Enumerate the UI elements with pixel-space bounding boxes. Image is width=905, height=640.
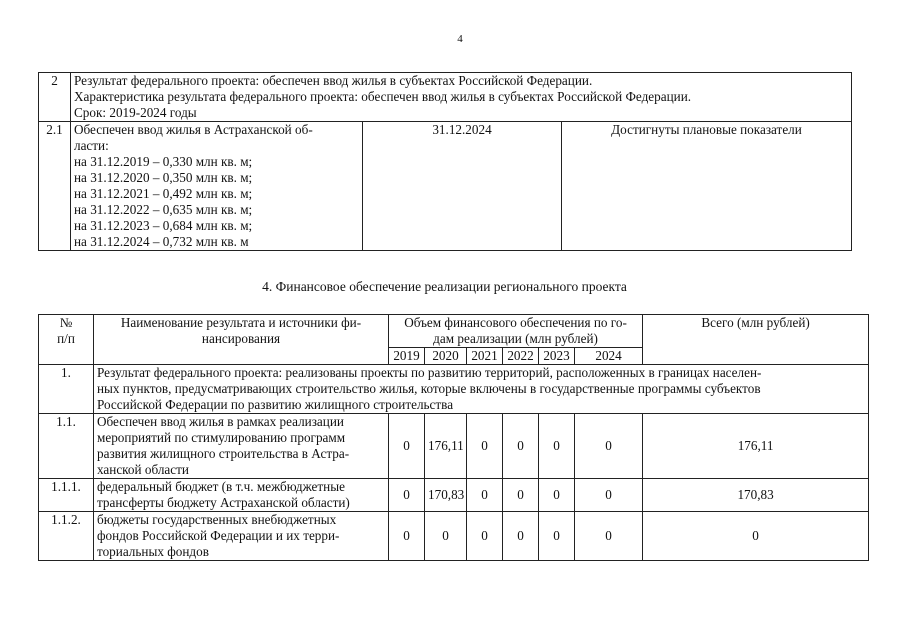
value-cell: 0 [425, 512, 467, 561]
name-line: фондов Российской Федерации и их терри- [97, 528, 340, 543]
result-line: Результат федерального проекта: реализованы проекты по развитию территорий, расположенных в границах населен- [97, 365, 762, 380]
name-line: мероприятий по стимулированию программ [97, 430, 346, 445]
row-name [94, 512, 389, 561]
result-line: Результат федерального проекта: обеспечен ввод жилья в субъектах Российской Федерации. [74, 73, 593, 88]
result-line: на 31.12.2019 – 0,330 млн кв. м; [74, 154, 253, 169]
name-line: Обеспечен ввод жилья в рамках реализации [97, 414, 344, 429]
value-cell: 0 [389, 479, 425, 512]
col-header-volume [389, 315, 643, 348]
row-name [94, 414, 389, 479]
row-number: 2.1 [39, 122, 71, 251]
row-number: 1.1.1. [39, 479, 94, 512]
table-row [39, 414, 869, 479]
name-line: ханской области [97, 462, 189, 477]
value-cell: 0 [467, 512, 503, 561]
table-row [39, 73, 852, 122]
table-row [39, 122, 852, 251]
header-line: Наименование результата и источники фи- [120, 315, 362, 330]
value-cell: 0 [503, 479, 539, 512]
table-row [39, 365, 869, 414]
result-line: Обеспечен ввод жилья в Астраханской об- [74, 122, 313, 137]
result-line: ных пунктов, предусматривающих строительство жилья, которые включены в государственные программы субъектов [97, 381, 761, 396]
table-row [39, 479, 869, 512]
result-line: ласти: [74, 138, 109, 153]
result-line: Характеристика результата федерального проекта: обеспечен ввод жилья в субъектах Российской Федерации. [74, 89, 692, 104]
value-cell: 0 [389, 512, 425, 561]
financing-table [38, 314, 869, 561]
value-cell: 0 [467, 414, 503, 479]
name-line: федеральный бюджет (в т.ч. межбюджетные [97, 479, 345, 494]
result-line: на 31.12.2024 – 0,732 млн кв. м [74, 234, 249, 249]
total-cell: 176,11 [643, 414, 869, 479]
value-cell: 0 [575, 479, 643, 512]
year-header: 2023 [539, 348, 575, 365]
section-title: 4. Финансовое обеспечение реализации регионального проекта [262, 279, 627, 294]
name-line: развития жилищного строительства в Астра- [97, 446, 350, 461]
year-header: 2019 [389, 348, 425, 365]
year-header: 2022 [503, 348, 539, 365]
federal-result-cell [71, 73, 852, 122]
total-cell: 170,83 [643, 479, 869, 512]
year-header: 2021 [467, 348, 503, 365]
result-line: на 31.12.2022 – 0,635 млн кв. м; [74, 202, 253, 217]
col-header-num [39, 315, 94, 365]
name-line: трансферты бюджету Астраханской области) [97, 495, 350, 510]
housing-result-cell [71, 122, 363, 251]
value-cell: 0 [389, 414, 425, 479]
year-header: 2024 [575, 348, 643, 365]
value-cell: 0 [467, 479, 503, 512]
name-line: ториальных фондов [97, 544, 209, 559]
deadline-date: 31.12.2024 [363, 122, 562, 251]
table-row [39, 512, 869, 561]
value-cell: 0 [539, 414, 575, 479]
value-cell: 176,11 [425, 414, 467, 479]
result-line: на 31.12.2023 – 0,684 млн кв. м; [74, 218, 253, 233]
result-line: Срок: 2019-2024 годы [74, 105, 197, 120]
value-cell: 0 [503, 512, 539, 561]
value-cell: 0 [539, 512, 575, 561]
col-header-total: Всего (млн рублей) [643, 315, 869, 365]
federal-result-cell [94, 365, 869, 414]
value-cell: 0 [575, 512, 643, 561]
row-name [94, 479, 389, 512]
page-number: 4 [457, 33, 463, 45]
header-line: № [59, 315, 73, 330]
results-table [38, 72, 852, 251]
row-number: 1.1.2. [39, 512, 94, 561]
header-line: нансирования [201, 331, 281, 346]
value-cell: 0 [539, 479, 575, 512]
header-line: Объем финансового обеспечения по го- [404, 315, 627, 330]
value-cell: 170,83 [425, 479, 467, 512]
result-line: Российской Федерации по развитию жилищного строительства [97, 397, 454, 412]
row-number: 2 [39, 73, 71, 122]
value-cell: 0 [503, 414, 539, 479]
status-text: Достигнуты плановые показатели [562, 122, 852, 251]
total-cell: 0 [643, 512, 869, 561]
header-line: п/п [57, 331, 75, 346]
row-number: 1. [39, 365, 94, 414]
result-line: на 31.12.2021 – 0,492 млн кв. м; [74, 186, 253, 201]
header-line: дам реализации (млн рублей) [433, 331, 598, 346]
row-number: 1.1. [39, 414, 94, 479]
header-row [39, 315, 869, 348]
name-line: бюджеты государственных внебюджетных [97, 512, 337, 527]
result-line: на 31.12.2020 – 0,350 млн кв. м; [74, 170, 253, 185]
col-header-name [94, 315, 389, 365]
value-cell: 0 [575, 414, 643, 479]
year-header: 2020 [425, 348, 467, 365]
